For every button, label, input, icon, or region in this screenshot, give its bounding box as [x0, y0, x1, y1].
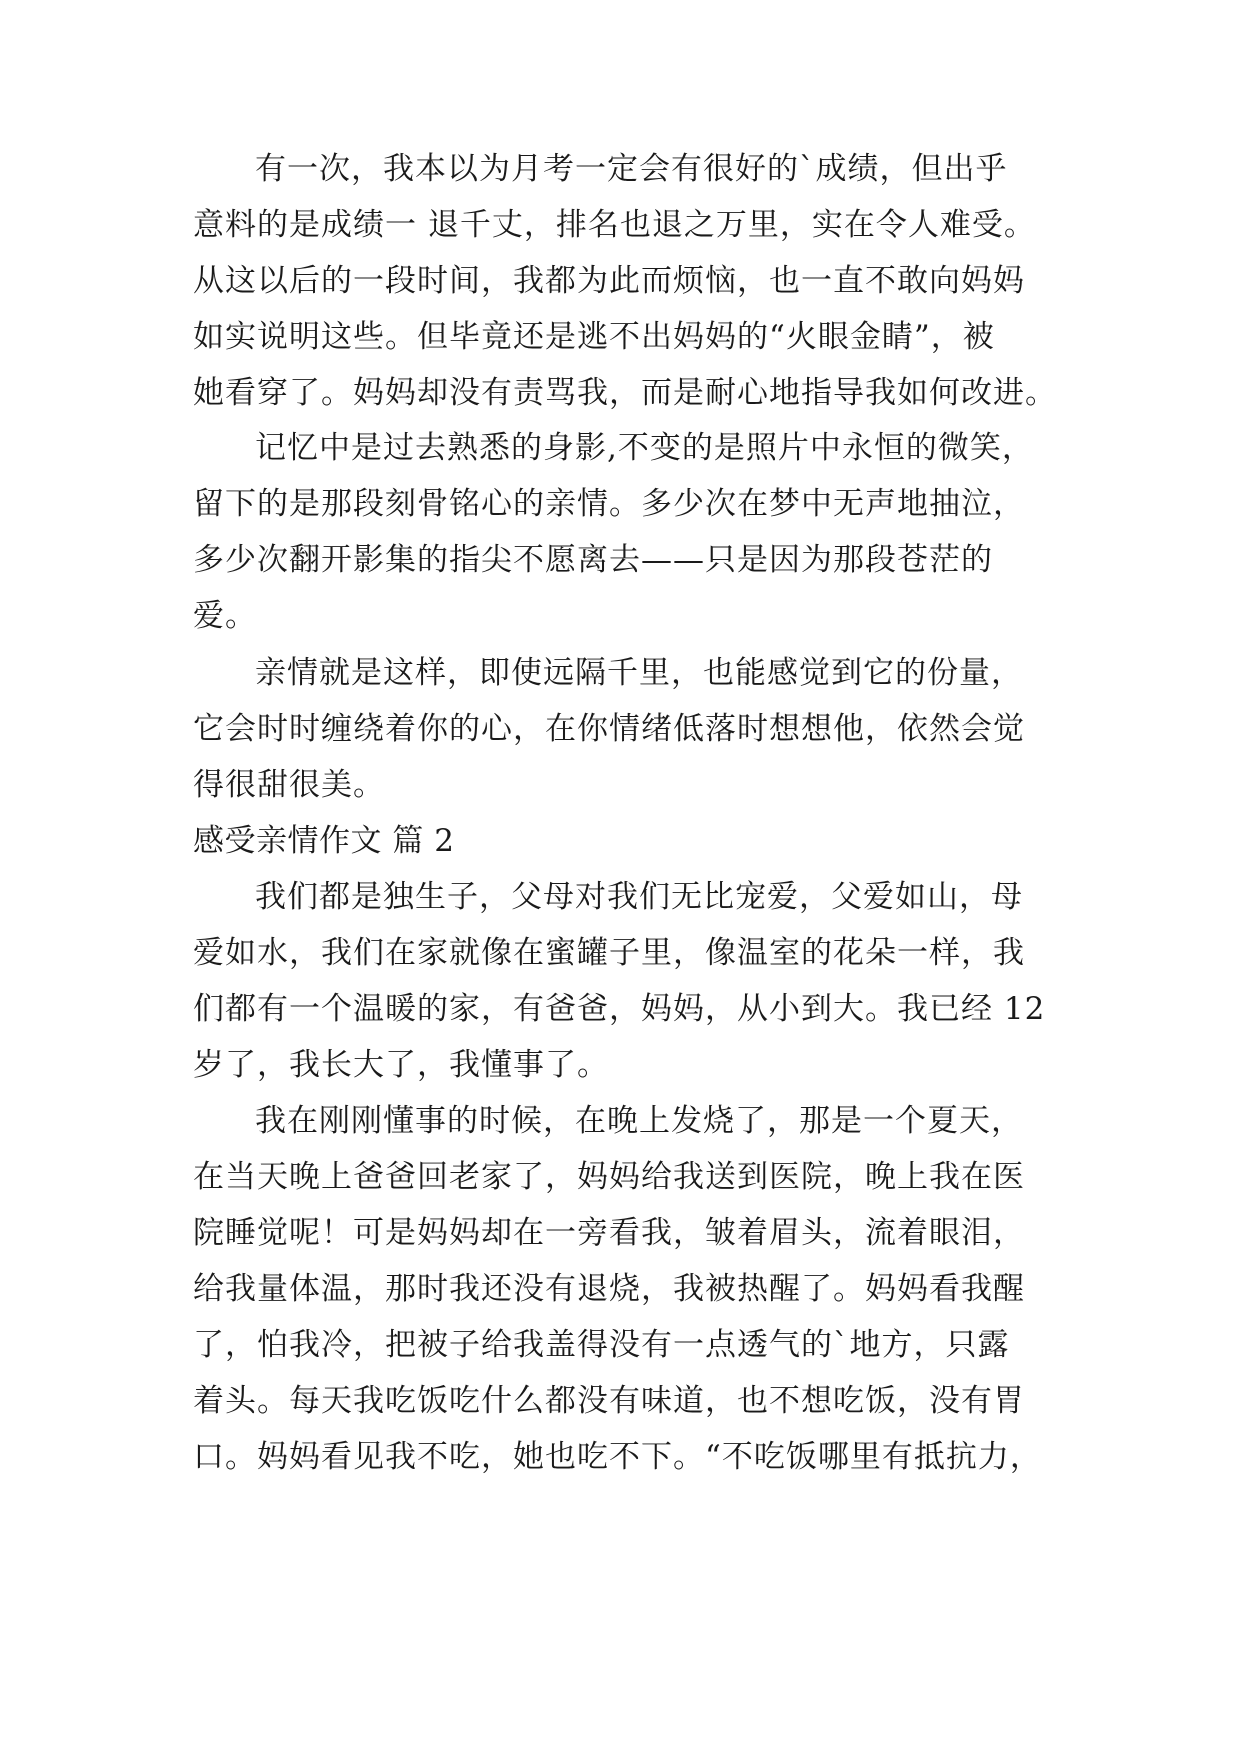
text-line: 口。妈妈看见我不吃，她也吃不下。“不吃饭哪里有抵抗力， [193, 1439, 1042, 1475]
text-line: 了，怕我冷，把被子给我盖得没有一点透气的`地方，只露 [193, 1327, 1010, 1363]
text-line: 我们都是独生子，父母对我们无比宠爱，父爱如山，母 [255, 879, 1023, 915]
text-line: 岁了，我长大了，我懂事了。 [193, 1047, 609, 1083]
text-line: 给我量体温，那时我还没有退烧，我被热醒了。妈妈看我醒 [193, 1271, 1025, 1307]
text-line: 如实说明这些。但毕竟还是逃不出妈妈的“火眼金睛”，被 [193, 319, 995, 355]
text-line: 她看穿了。妈妈却没有责骂我，而是耐心地指导我如何改进。 [193, 375, 1057, 411]
text-line: 留下的是那段刻骨铭心的亲情。多少次在梦中无声地抽泣， [193, 486, 1025, 522]
text-line: 记忆中是过去熟悉的身影,不变的是照片中永恒的微笑， [255, 430, 1034, 466]
text-line: 多少次翻开影集的指尖不愿离去——只是因为那段苍茫的 [193, 542, 993, 578]
section-heading: 感受亲情作文 篇 2 [193, 823, 455, 859]
text-line: 着头。每天我吃饭吃什么都没有味道，也不想吃饭，没有胃 [193, 1383, 1025, 1419]
text-line: 们都有一个温暖的家，有爸爸，妈妈，从小到大。我已经 12 [193, 991, 1046, 1027]
text-line: 意料的是成绩一 退千丈，排名也退之万里，实在令人难受。 [193, 207, 1036, 243]
text-line: 亲情就是这样，即使远隔千里，也能感觉到它的份量， [255, 655, 1023, 691]
text-line: 有一次，我本以为月考一定会有很好的`成绩，但出乎 [255, 151, 1008, 187]
text-line: 爱。 [193, 598, 257, 634]
text-line: 在当天晚上爸爸回老家了，妈妈给我送到医院，晚上我在医 [193, 1159, 1025, 1195]
text-line: 爱如水，我们在家就像在蜜罐子里，像温室的花朵一样，我 [193, 935, 1025, 971]
text-line: 院睡觉呢！可是妈妈却在一旁看我，皱着眉头，流着眼泪， [193, 1215, 1025, 1251]
text-line: 它会时时缠绕着你的心，在你情绪低落时想想他，依然会觉 [193, 711, 1025, 747]
text-line: 我在刚刚懂事的时候，在晚上发烧了，那是一个夏天， [255, 1103, 1023, 1139]
text-line: 得很甜很美。 [193, 767, 385, 803]
text-line: 从这以后的一段时间，我都为此而烦恼，也一直不敢向妈妈 [193, 263, 1025, 299]
